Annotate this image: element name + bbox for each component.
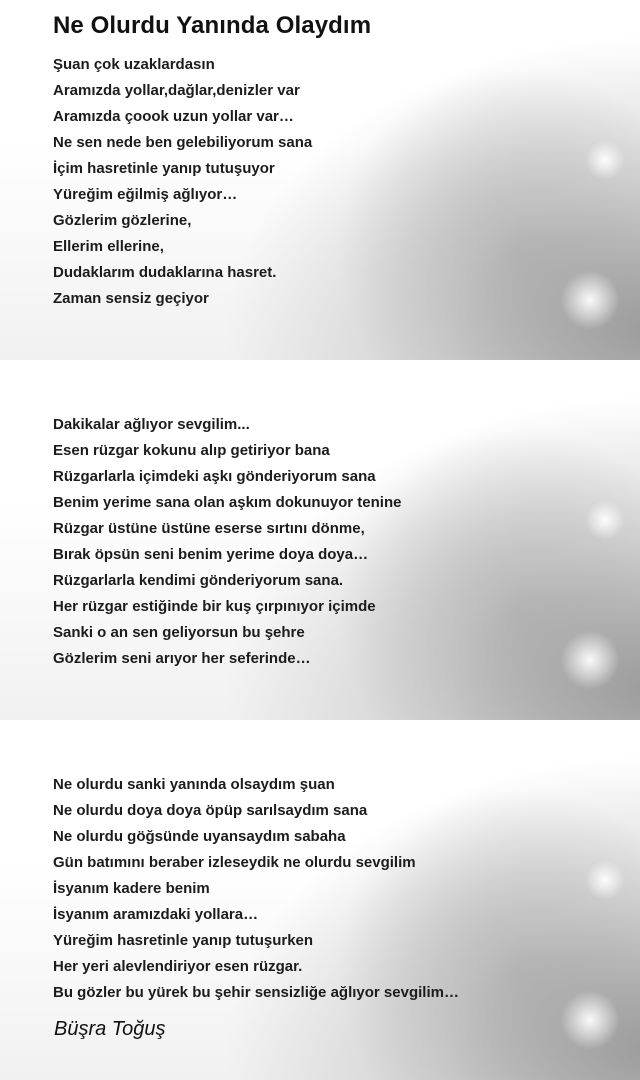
poem-line: Ne sen nede ben gelebiliyorum sana	[53, 134, 313, 151]
poem-line: Ne olurdu doya doya öpüp sarılsaydım sana	[53, 802, 368, 819]
poem-line: Yüreğim eğilmiş ağlıyor…	[53, 186, 238, 203]
poem-line: Bu gözler bu yürek bu şehir sensizliğe ağlıyor sevgilim…	[53, 984, 459, 1001]
bokeh-light	[560, 630, 620, 690]
stanza-1	[53, 52, 312, 312]
author-name: Büşra Toğuş	[54, 1018, 166, 1040]
poem-line: Gözlerim gözlerine,	[53, 212, 192, 229]
poem-line: Aramızda çoook uzun yollar var…	[53, 108, 294, 125]
stanza-3	[53, 772, 459, 1006]
poem-line: Aramızda yollar,dağlar,denizler var	[53, 82, 300, 99]
poem-line: Dakikalar ağlıyor sevgilim...	[53, 416, 250, 433]
poem-line: Rüzgar üstüne üstüne eserse sırtını dönme,	[53, 520, 365, 537]
poem-panel-2	[0, 360, 640, 720]
bokeh-light	[560, 270, 620, 330]
poem-line: Rüzgarlarla kendimi gönderiyorum sana.	[53, 572, 344, 589]
bokeh-light	[585, 500, 625, 540]
bokeh-light	[585, 140, 625, 180]
bokeh-light	[585, 860, 625, 900]
poem-line: Her rüzgar estiğinde bir kuş çırpınıyor içimde	[53, 598, 376, 615]
poem-line: İsyanım kadere benim	[53, 880, 210, 897]
poem-line: Esen rüzgar kokunu alıp getiriyor bana	[53, 442, 330, 459]
poem-panel-1	[0, 0, 640, 360]
stanza-2	[53, 412, 401, 672]
poem-line: Rüzgarlarla içimdeki aşkı gönderiyorum sana	[53, 468, 376, 485]
poem-line: Zaman sensiz geçiyor	[53, 290, 209, 307]
poem-line: Şuan çok uzaklardasın	[53, 56, 215, 73]
poem-line: Bırak öpsün seni benim yerime doya doya…	[53, 546, 369, 563]
poem-line: Ellerim ellerine,	[53, 238, 164, 255]
poem-line: Yüreğim hasretinle yanıp tutuşurken	[53, 932, 314, 949]
poem-line: İçim hasretinle yanıp tutuşuyor	[53, 160, 275, 177]
poem-title: Ne Olurdu Yanında Olaydım	[53, 12, 372, 39]
poem-panel-3	[0, 720, 640, 1080]
bokeh-light	[560, 990, 620, 1050]
poem-line: Dudaklarım dudaklarına hasret.	[53, 264, 277, 281]
poem-line: Benim yerime sana olan aşkım dokunuyor tenine	[53, 494, 402, 511]
poem-line: Ne olurdu sanki yanında olsaydım şuan	[53, 776, 335, 793]
poem-line: Her yeri alevlendiriyor esen rüzgar.	[53, 958, 303, 975]
poem-line: Ne olurdu göğsünde uyansaydım sabaha	[53, 828, 346, 845]
poem-line: Sanki o an sen geliyorsun bu şehre	[53, 624, 305, 641]
poem-line: Gözlerim seni arıyor her seferinde…	[53, 650, 311, 667]
poem-line: Gün batımını beraber izleseydik ne olurdu sevgilim	[53, 854, 416, 871]
poem-line: İsyanım aramızdaki yollara…	[53, 906, 259, 923]
